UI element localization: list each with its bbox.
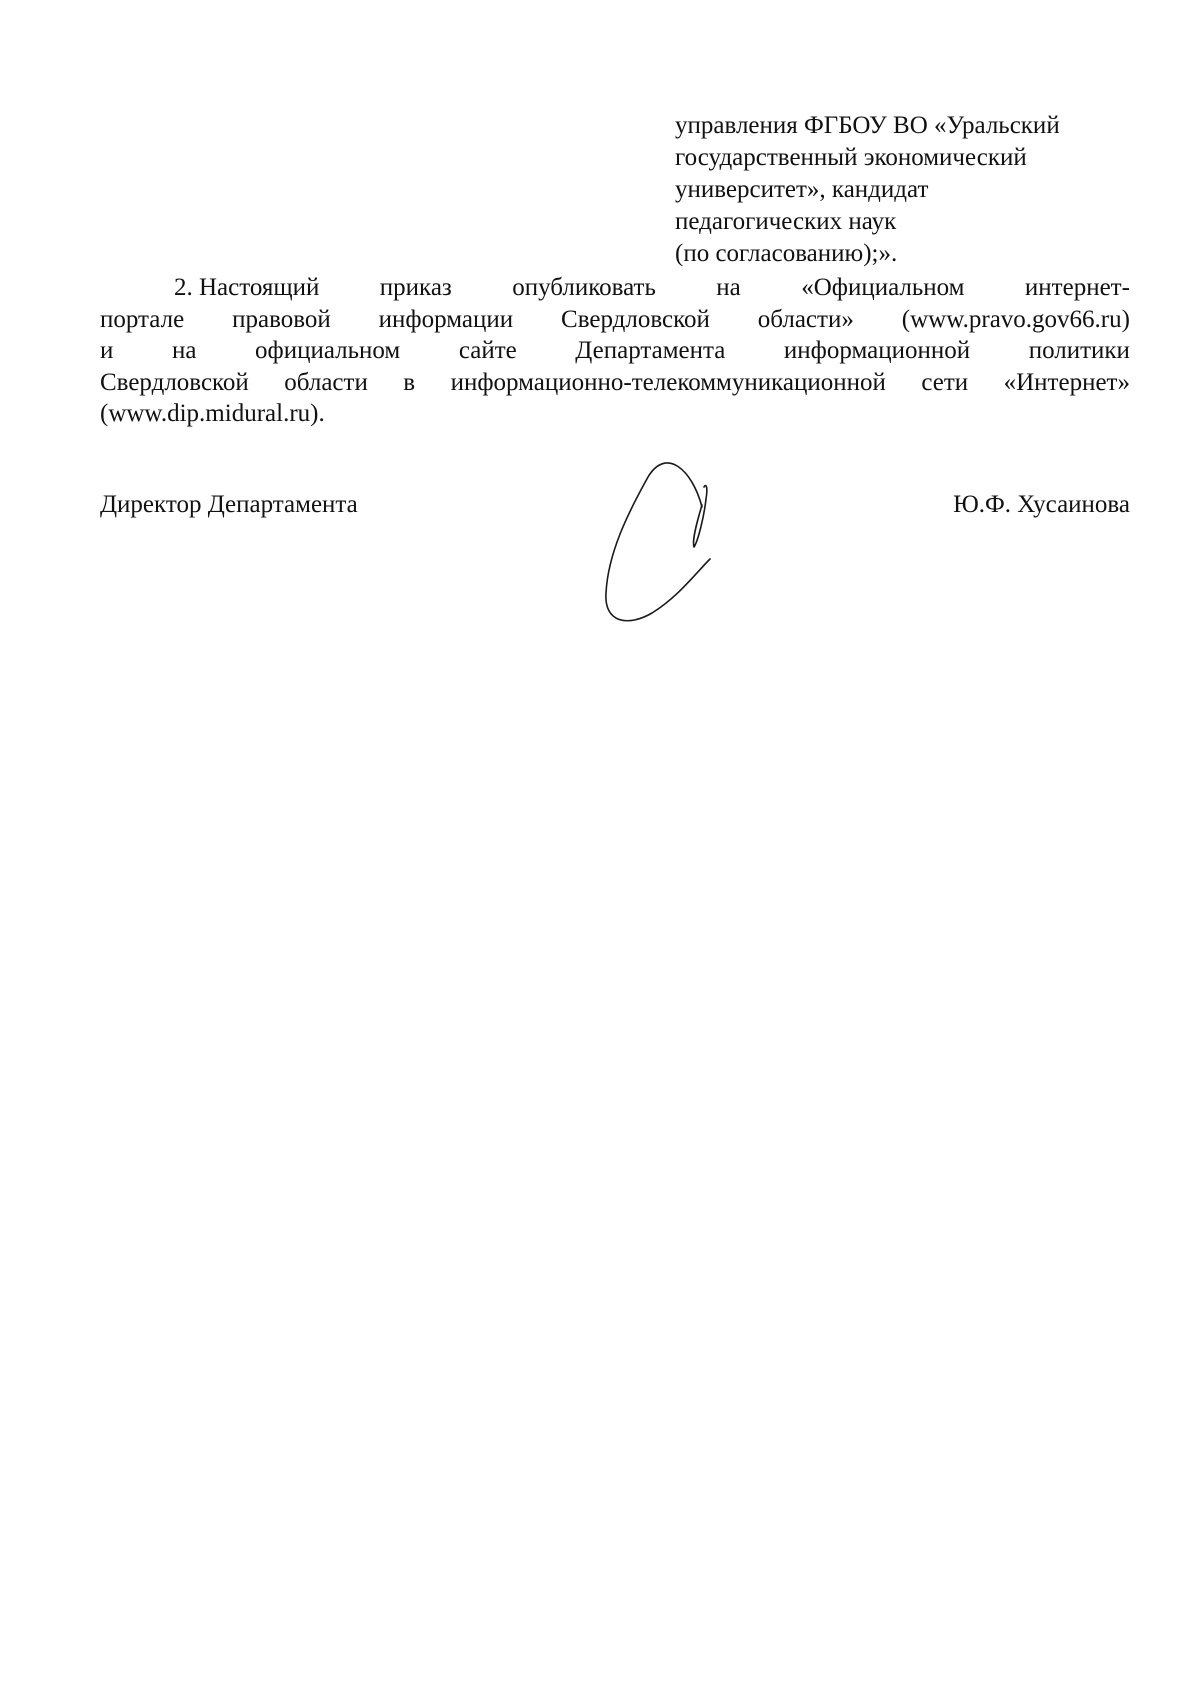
word: Свердловской bbox=[100, 368, 249, 396]
paragraph-line bbox=[100, 335, 1130, 367]
paragraph-line bbox=[100, 304, 1130, 336]
word: области» bbox=[757, 305, 854, 333]
word: сети bbox=[921, 368, 969, 396]
word: опубликовать bbox=[512, 274, 656, 301]
addressee-line: педагогических наук bbox=[675, 208, 897, 235]
paragraph-2 bbox=[100, 272, 1130, 430]
signatory-name: Ю.Ф. Хусаинова bbox=[953, 491, 1130, 518]
word: официальном bbox=[255, 337, 401, 364]
word: политики bbox=[1028, 337, 1130, 364]
word: информации bbox=[378, 305, 514, 333]
word: области bbox=[284, 368, 368, 396]
word: Департамента bbox=[575, 337, 726, 364]
word: «Официальном bbox=[801, 274, 965, 301]
word: сайте bbox=[458, 337, 517, 364]
word: приказ bbox=[379, 274, 452, 301]
addressee-line: университет», кандидат bbox=[675, 176, 929, 203]
word: интернет- bbox=[1024, 274, 1130, 301]
word: (www.pravo.gov66.ru) bbox=[901, 305, 1130, 333]
addressee-line: государственный экономический bbox=[675, 144, 1027, 171]
word: и bbox=[100, 337, 114, 364]
handwritten-signature bbox=[600, 455, 740, 635]
addressee-line: (по согласованию);». bbox=[675, 240, 898, 267]
word: 2. Настоящий bbox=[174, 274, 320, 301]
paragraph-line: (www.dip.midural.ru). bbox=[100, 400, 325, 427]
word: портале bbox=[100, 305, 185, 333]
addressee-line: управления ФГБОУ ВО «Уральский bbox=[675, 112, 1060, 139]
word: информационной bbox=[783, 337, 971, 364]
word: информационно-телекоммуникационной bbox=[450, 368, 886, 396]
paragraph-line bbox=[100, 272, 1130, 304]
addressee-block bbox=[675, 110, 1135, 270]
word: на bbox=[716, 274, 741, 301]
word: Свердловской bbox=[561, 305, 710, 333]
paragraph-line bbox=[100, 367, 1130, 399]
signatory-title: Директор Департамента bbox=[100, 491, 358, 518]
word: на bbox=[171, 337, 197, 364]
word: правовой bbox=[232, 305, 331, 333]
word: в bbox=[403, 368, 416, 396]
word: «Интернет» bbox=[1003, 368, 1130, 396]
